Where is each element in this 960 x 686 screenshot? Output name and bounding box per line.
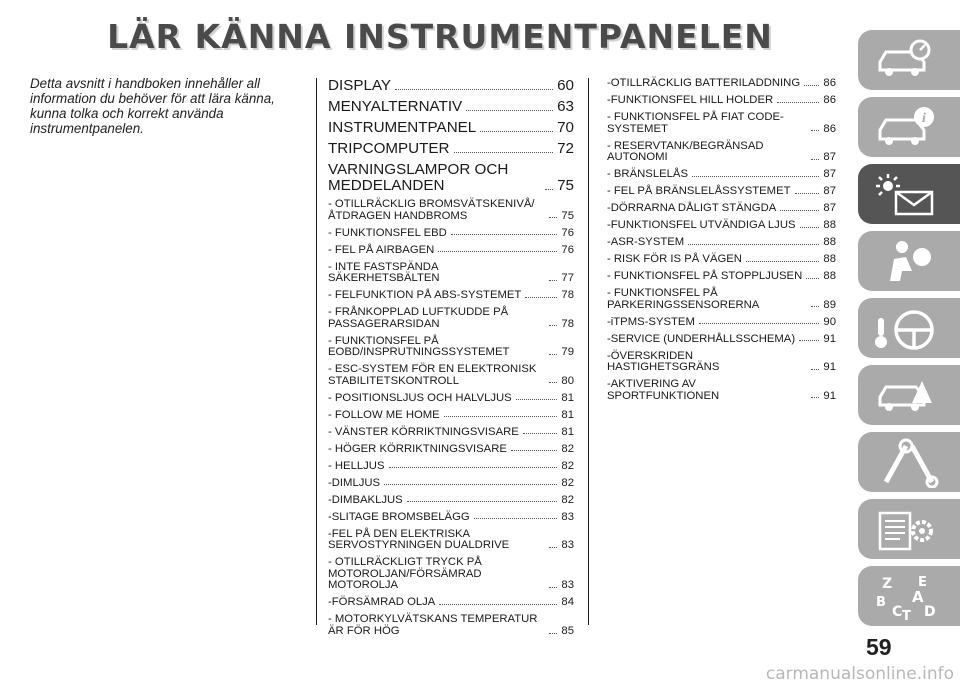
toc-dot-leader xyxy=(780,210,819,211)
toc-entry-title: - FEL PÅ AIRBAGEN xyxy=(328,243,435,256)
tab-car-dashboard[interactable] xyxy=(858,30,960,90)
page-title: LÄR KÄNNA INSTRUMENTPANELEN xyxy=(107,17,773,56)
toc-dot-leader xyxy=(511,450,558,451)
airbag-passenger-icon xyxy=(872,237,946,287)
tab-alphabetical-index[interactable] xyxy=(858,566,960,626)
toc-entry-page: 83 xyxy=(561,539,574,552)
toc-entry-title: - HELLJUS xyxy=(328,459,385,472)
tab-emergency[interactable] xyxy=(858,365,960,425)
toc-dot-leader xyxy=(811,369,819,370)
toc-entry[interactable] xyxy=(607,141,836,164)
toc-dot-leader xyxy=(549,633,557,634)
toc-dot-leader xyxy=(692,176,819,177)
technical-data-gear-icon xyxy=(872,505,946,555)
toc-entry-page: 76 xyxy=(561,226,574,239)
toc-dot-leader xyxy=(549,325,557,326)
toc-entry-page: 80 xyxy=(561,374,574,387)
toc-entry-title: DISPLAY xyxy=(328,77,392,94)
toc-entry-page: 88 xyxy=(823,270,836,283)
toc-entry-title: VARNINGSLAMPOR OCH MEDDELANDEN xyxy=(328,161,509,194)
toc-entry-title: -DIMLJUS xyxy=(328,476,381,489)
toc-dot-leader xyxy=(777,102,819,103)
toc-entry-title: -DIMBAKLJUS xyxy=(328,493,403,506)
toc-entry-page: 88 xyxy=(823,253,836,266)
toc-entry-title: - FUNKTIONSFEL EBD xyxy=(328,226,447,239)
toc-dot-leader xyxy=(549,280,557,281)
toc-entry-page: 81 xyxy=(561,391,574,404)
toc-entry[interactable] xyxy=(328,78,574,94)
toc-entry[interactable] xyxy=(328,120,574,136)
toc-dot-leader xyxy=(549,382,557,383)
toc-entry-title: - RESERVTANK/BEGRÄNSAD AUTONOMI xyxy=(607,139,764,164)
steering-wheel-key-icon xyxy=(872,304,946,354)
toc-entry[interactable] xyxy=(607,112,836,135)
tab-car-info[interactable] xyxy=(858,97,960,157)
svg-text:i: i xyxy=(922,111,926,126)
toc-dot-leader xyxy=(466,110,553,111)
toc-entry-page: 91 xyxy=(823,332,836,345)
toc-entry-page: 76 xyxy=(561,243,574,256)
toc-entry[interactable] xyxy=(328,427,574,439)
toc-entry-page: 86 xyxy=(823,77,836,89)
toc-entry[interactable] xyxy=(328,228,574,240)
toc-entry-title: -FUNKTIONSFEL HILL HOLDER xyxy=(607,93,774,106)
car-dashboard-icon xyxy=(872,36,946,86)
toc-entry-title: - OTILLRÄCKLIGT TRYCK PÅ MOTOROLJAN/FÖRSÄMRAD MOTOROLJA xyxy=(328,556,482,592)
toc-entry-page: 82 xyxy=(561,493,574,506)
toc-entry[interactable] xyxy=(607,203,836,215)
toc-entry-page: 75 xyxy=(561,209,574,222)
toc-entry-title: - INTE FASTSPÄNDA SÄKERHETSBÄLTEN xyxy=(328,260,440,285)
index-letter: D xyxy=(924,604,936,620)
index-letter: A xyxy=(912,588,924,606)
toc-entry-page: 81 xyxy=(561,425,574,438)
toc-entry[interactable] xyxy=(328,597,574,609)
toc-entry-title: - FUNKTIONSFEL PÅ PARKERINGSSENSORERNA xyxy=(607,287,760,311)
toc-dot-leader xyxy=(444,416,558,417)
toc-entry-title: TRIPCOMPUTER xyxy=(328,140,450,157)
toc-entry-title: - RISK FÖR IS PÅ VÄGEN xyxy=(607,253,742,266)
toc-entry-title: - HÖGER KÖRRIKTNINGSVISARE xyxy=(328,442,507,455)
toc-entry-title: INSTRUMENTPANEL xyxy=(328,119,477,136)
toc-dot-leader xyxy=(438,251,557,252)
toc-entry-title: -FEL PÅ DEN ELEKTRISKA SERVOSTYRNINGEN DUALDRIVE xyxy=(328,527,510,552)
alphabetical-index-icon xyxy=(872,572,946,622)
toc-dot-leader xyxy=(699,323,820,324)
toc-entry[interactable] xyxy=(607,220,836,232)
toc-entry-title: -iTPMS-SYSTEM xyxy=(607,315,695,328)
toc-dot-leader xyxy=(799,340,819,341)
toc-dot-leader xyxy=(811,130,819,131)
car-info-icon xyxy=(872,103,946,153)
index-letter: B xyxy=(876,595,886,610)
toc-dot-leader xyxy=(811,306,819,307)
warning-light-message-icon xyxy=(872,170,946,220)
toc-entry-title: - FUNKTIONSFEL PÅ EOBD/INSPRUTNINGSSYSTEMET xyxy=(328,334,510,359)
toc-entry-title: -FÖRSÄMRAD OLJA xyxy=(328,596,436,609)
toc-dot-leader xyxy=(407,501,558,502)
toc-entry-page: 87 xyxy=(823,185,836,198)
column-divider-right xyxy=(588,78,589,625)
toc-entry-page: 77 xyxy=(561,272,574,285)
toc-entry-title: - BRÄNSLELÅS xyxy=(607,168,688,181)
toc-entry[interactable] xyxy=(607,95,836,107)
toc-entry-page: 85 xyxy=(561,625,574,638)
toc-dot-leader xyxy=(811,397,819,398)
toc-entry-title: - FUNKTIONSFEL PÅ FIAT CODE-SYSTEMET xyxy=(607,110,784,135)
toc-entry-page: 91 xyxy=(823,389,836,402)
toc-entry-title: - ESC-SYSTEM FÖR EN ELEKTRONISK STABILITETSKONTROLL xyxy=(328,363,537,387)
toc-entry[interactable] xyxy=(328,495,574,507)
toc-entry[interactable] xyxy=(607,169,836,181)
toc-entry-title: - FOLLOW ME HOME xyxy=(328,408,440,421)
toc-dot-leader xyxy=(549,547,557,548)
toc-dot-leader xyxy=(439,604,557,605)
toc-entry-page: 82 xyxy=(561,442,574,455)
toc-entry-page: 81 xyxy=(561,408,574,421)
toc-entry-page: 78 xyxy=(561,317,574,330)
toc-entry[interactable] xyxy=(607,379,836,402)
index-letter: E xyxy=(918,575,927,590)
page-number: 59 xyxy=(866,634,892,660)
toc-entry-title: - POSITIONSLJUS OCH HALVLJUS xyxy=(328,391,512,404)
toc-entry-title: -OTILLRÄCKLIG BATTERILADDNING xyxy=(607,77,801,89)
toc-entry[interactable] xyxy=(328,529,574,552)
toc-entry-page: 79 xyxy=(561,346,574,359)
toc-entry-title: -AKTIVERING AV SPORTFUNKTIONEN xyxy=(607,378,720,402)
tab-warning-lights-messages[interactable] xyxy=(858,164,960,224)
tab-safety[interactable] xyxy=(858,231,960,291)
toc-entry[interactable] xyxy=(607,186,836,198)
toc-column-1 xyxy=(328,78,574,643)
toc-entry-title: - FEL PÅ BRÄNSLELÅSSYSTEMET xyxy=(607,185,791,198)
toc-entry-page: 82 xyxy=(561,476,574,489)
toc-entry-title: - FUNKTIONSFEL PÅ STOPPLJUSEN xyxy=(607,270,803,283)
toc-entry-page: 87 xyxy=(823,168,836,181)
toc-entry[interactable] xyxy=(328,478,574,490)
toc-entry-title: - FRÅNKOPPLAD LUFTKUDDE PÅ PASSAGERARSIDAN xyxy=(328,306,509,330)
column-divider-left xyxy=(316,78,317,625)
index-letter: C xyxy=(892,604,903,620)
toc-entry-page: 86 xyxy=(823,122,836,135)
toc-dot-leader xyxy=(523,433,558,434)
toc-entry[interactable] xyxy=(328,557,574,592)
toc-entry-page: 63 xyxy=(557,98,574,115)
toc-entry-page: 60 xyxy=(557,77,574,94)
tab-starting-driving[interactable] xyxy=(858,298,960,358)
toc-dot-leader xyxy=(549,354,557,355)
toc-dot-leader xyxy=(389,467,558,468)
toc-entry-title: -SLITAGE BROMSBELÄGG xyxy=(328,510,470,523)
toc-entry-page: 90 xyxy=(823,315,836,328)
index-letter: T xyxy=(902,609,911,622)
toc-entry[interactable] xyxy=(328,410,574,422)
toc-entry-title: MENYALTERNATIV xyxy=(328,98,463,115)
toc-entry[interactable] xyxy=(607,288,836,311)
toc-entry-page: 83 xyxy=(561,510,574,523)
toc-dot-leader xyxy=(516,399,558,400)
toc-entry[interactable] xyxy=(607,317,836,329)
toc-column-2 xyxy=(607,78,836,408)
toc-entry-page: 88 xyxy=(823,219,836,232)
toc-entry[interactable] xyxy=(328,614,574,637)
toc-entry-page: 83 xyxy=(561,579,574,592)
toc-entry[interactable] xyxy=(607,254,836,266)
toc-dot-leader xyxy=(474,518,558,519)
toc-entry[interactable] xyxy=(607,351,836,374)
toc-dot-leader xyxy=(525,297,557,298)
index-letter: Z xyxy=(882,576,893,592)
toc-entry-page: 82 xyxy=(561,459,574,472)
toc-dot-leader xyxy=(746,261,819,262)
toc-dot-leader xyxy=(549,217,557,218)
toc-entry-page: 91 xyxy=(823,361,836,374)
toc-entry[interactable] xyxy=(607,78,836,90)
toc-entry-page: 84 xyxy=(561,596,574,609)
toc-entry[interactable] xyxy=(328,444,574,456)
car-breakdown-icon xyxy=(872,371,946,421)
intro-text: Detta avsnitt i handboken innehåller all information du behöver för att lära känna, kunna tolka och korrekt använda instrumentpanelen. xyxy=(30,76,275,136)
wrench-service-icon xyxy=(872,438,946,488)
toc-entry[interactable] xyxy=(328,512,574,524)
toc-entry-page: 70 xyxy=(557,119,574,136)
toc-dot-leader xyxy=(545,189,553,190)
toc-entry[interactable] xyxy=(328,199,574,222)
toc-dot-leader xyxy=(549,587,557,588)
toc-entry[interactable] xyxy=(607,237,836,249)
toc-entry-title: - FELFUNKTION PÅ ABS-SYSTEMET xyxy=(328,289,522,302)
toc-entry[interactable] xyxy=(328,307,574,330)
toc-dot-leader xyxy=(811,159,819,160)
toc-entry-page: 72 xyxy=(557,140,574,157)
toc-entry[interactable] xyxy=(328,461,574,473)
toc-entry-page: 87 xyxy=(823,202,836,215)
toc-entry-page: 87 xyxy=(823,151,836,164)
toc-entry[interactable] xyxy=(328,336,574,359)
tab-maintenance[interactable] xyxy=(858,432,960,492)
toc-entry-page: 86 xyxy=(823,93,836,106)
toc-entry[interactable] xyxy=(328,262,574,285)
toc-entry[interactable] xyxy=(328,245,574,257)
toc-entry-title: -ÖVERSKRIDEN HASTIGHETSGRÄNS xyxy=(607,349,720,374)
toc-entry-title: -DÖRRARNA DÅLIGT STÄNGDA xyxy=(607,202,777,215)
toc-entry[interactable] xyxy=(328,393,574,405)
toc-entry-title: -FUNKTIONSFEL UTVÄNDIGA LJUS xyxy=(607,219,796,232)
watermark: carmanualsonline.info xyxy=(765,664,954,684)
toc-dot-leader xyxy=(395,89,553,90)
toc-entry[interactable] xyxy=(328,364,574,387)
toc-dot-leader xyxy=(795,193,820,194)
toc-entry-title: -SERVICE (UNDERHÅLLSSCHEMA) xyxy=(607,332,796,345)
toc-entry[interactable] xyxy=(328,162,574,194)
toc-dot-leader xyxy=(800,227,820,228)
toc-dot-leader xyxy=(804,85,819,86)
toc-entry[interactable] xyxy=(607,271,836,283)
toc-entry-title: - OTILLRÄCKLIG BROMSVÄTSKENIVÅ/ÅTDRAGEN HANDBROMS xyxy=(328,198,535,222)
toc-entry-page: 75 xyxy=(557,177,574,194)
toc-dot-leader xyxy=(806,278,819,279)
toc-entry[interactable] xyxy=(328,99,574,115)
toc-entry-page: 88 xyxy=(823,236,836,249)
toc-entry-page: 78 xyxy=(561,289,574,302)
toc-entry-title: - MOTORKYLVÄTSKANS TEMPERATUR ÄR FÖR HÖG xyxy=(328,613,538,638)
tab-technical-data[interactable] xyxy=(858,499,960,559)
toc-dot-leader xyxy=(480,131,553,132)
toc-entry-page: 89 xyxy=(823,298,836,311)
toc-dot-leader xyxy=(451,234,558,235)
toc-entry-title: -ASR-SYSTEM xyxy=(607,236,685,249)
toc-entry-title: - VÄNSTER KÖRRIKTNINGSVISARE xyxy=(328,425,519,438)
toc-dot-leader xyxy=(384,484,557,485)
toc-entry[interactable] xyxy=(328,141,574,157)
toc-dot-leader xyxy=(454,152,554,153)
toc-entry[interactable] xyxy=(328,290,574,302)
toc-dot-leader xyxy=(688,244,819,245)
toc-entry[interactable] xyxy=(607,334,836,346)
